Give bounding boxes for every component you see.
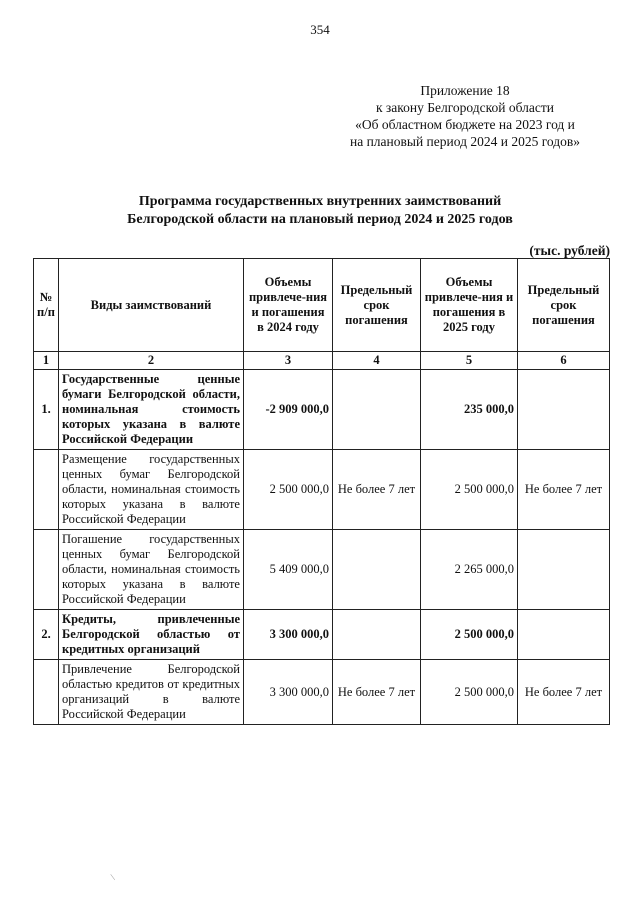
column-number: 3 — [244, 352, 333, 370]
column-number: 6 — [518, 352, 610, 370]
row-number — [34, 450, 59, 530]
table-row — [34, 450, 610, 530]
term-2025: Не более 7 лет — [518, 450, 610, 530]
term-2024: Не более 7 лет — [333, 660, 421, 725]
appendix-reference — [330, 82, 600, 150]
volume-2024: 3 300 000,0 — [244, 610, 333, 660]
units-label: (тыс. рублей) — [529, 243, 610, 258]
term-2025 — [518, 370, 610, 450]
term-2025: Не более 7 лет — [518, 660, 610, 725]
term-2025 — [518, 530, 610, 610]
borrowing-kind: Размещение государственных ценных бумаг Белгородской области, номинальная стоимость которых указана в валюте Российской Федерации — [59, 450, 244, 530]
header-no: № п/п — [34, 259, 59, 352]
scan-mark: / — [108, 873, 119, 882]
column-number: 4 — [333, 352, 421, 370]
column-number: 1 — [34, 352, 59, 370]
header-term-2024: Предельный срок погашения — [333, 259, 421, 352]
table-row — [34, 610, 610, 660]
column-number: 5 — [421, 352, 518, 370]
row-number — [34, 660, 59, 725]
row-number: 1. — [34, 370, 59, 450]
title-line: Программа государственных внутренних заимствований — [138, 194, 502, 209]
header-kind: Виды заимствований — [59, 259, 244, 352]
volume-2025: 2 500 000,0 — [421, 660, 518, 725]
term-2024 — [333, 530, 421, 610]
table-row — [34, 530, 610, 610]
appendix-line: Приложение 18 — [420, 83, 510, 98]
volume-2024: 3 300 000,0 — [244, 660, 333, 725]
volume-2024: 2 500 000,0 — [244, 450, 333, 530]
volume-2025: 2 500 000,0 — [421, 450, 518, 530]
volume-2025: 235 000,0 — [421, 370, 518, 450]
volume-2025: 2 265 000,0 — [421, 530, 518, 610]
term-2024 — [333, 370, 421, 450]
page-number: 354 — [310, 22, 330, 37]
row-number: 2. — [34, 610, 59, 660]
table-row — [34, 370, 610, 450]
column-number-row — [34, 352, 610, 370]
appendix-line: к закону Белгородской области — [376, 100, 554, 115]
borrowing-kind: Привлечение Белгородской областью кредитов от кредитных организаций в валюте Российской Федерации — [59, 660, 244, 725]
term-2024 — [333, 610, 421, 660]
appendix-line: на плановый период 2024 и 2025 годов» — [349, 134, 580, 149]
volume-2024: -2 909 000,0 — [244, 370, 333, 450]
header-term-2025: Предельный срок погашения — [518, 259, 610, 352]
term-2024: Не более 7 лет — [333, 450, 421, 530]
document-title — [70, 193, 570, 229]
column-number: 2 — [59, 352, 244, 370]
volume-2025: 2 500 000,0 — [421, 610, 518, 660]
borrowing-program-table — [33, 258, 610, 725]
table-header-row — [34, 259, 610, 352]
row-number — [34, 530, 59, 610]
appendix-line: «Об областном бюджете на 2023 год и — [355, 117, 575, 132]
title-line: Белгородской области на плановый период 2024 и 2025 годов — [127, 212, 513, 227]
borrowing-kind: Кредиты, привлеченные Белгородской областью от кредитных организаций — [59, 610, 244, 660]
borrowing-kind: Погашение государственных ценных бумаг Белгородской области, номинальная стоимость которых указана в валюте Российской Федерации — [59, 530, 244, 610]
volume-2024: 5 409 000,0 — [244, 530, 333, 610]
borrowing-kind: Государственные ценные бумаги Белгородской области, номинальная стоимость которых указана в валюте Российской Федерации — [59, 370, 244, 450]
header-volume-2025: Объемы привлече-ния и погашения в 2025 году — [421, 259, 518, 352]
table-row — [34, 660, 610, 725]
header-volume-2024: Объемы привлече-ния и погашения в 2024 году — [244, 259, 333, 352]
term-2025 — [518, 610, 610, 660]
